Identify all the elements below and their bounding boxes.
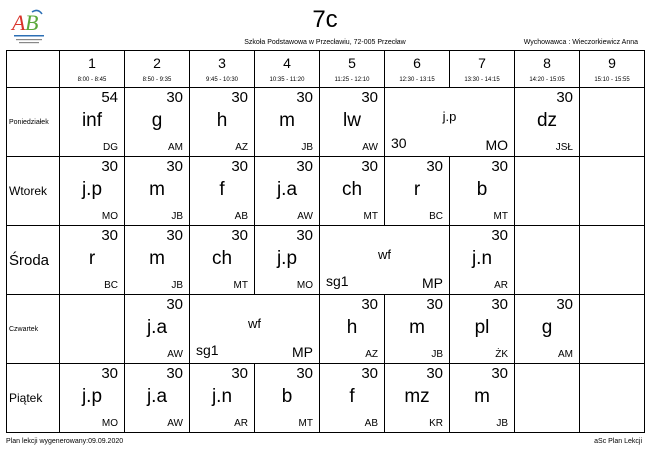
lesson-teacher: KR bbox=[429, 418, 443, 429]
lesson-cell[interactable] bbox=[125, 295, 190, 364]
lesson-cell[interactable] bbox=[255, 157, 320, 226]
generated-date: Plan lekcji wygenerowany:09.09.2020 bbox=[6, 438, 124, 445]
period-number: 1 bbox=[88, 55, 96, 71]
empty-slot bbox=[515, 226, 580, 295]
period-time: 9:45 - 10:30 bbox=[205, 77, 239, 83]
lesson-subject: m bbox=[279, 110, 295, 131]
lesson-group: 30 bbox=[391, 135, 407, 151]
empty-slot bbox=[580, 295, 645, 364]
lesson-teacher: JSŁ bbox=[555, 142, 573, 153]
lesson-cell[interactable] bbox=[320, 157, 385, 226]
period-time: 15:10 - 15:55 bbox=[594, 77, 630, 83]
lesson-subject: m bbox=[149, 248, 165, 269]
lesson-room: 30 bbox=[361, 89, 378, 106]
period-header bbox=[450, 51, 515, 88]
lesson-teacher: MO bbox=[485, 137, 508, 153]
period-number: 5 bbox=[348, 55, 356, 71]
period-header bbox=[580, 51, 645, 88]
lesson-teacher: MT bbox=[363, 211, 378, 222]
lesson-teacher: AM bbox=[558, 349, 573, 360]
lesson-teacher: AR bbox=[494, 280, 508, 291]
lesson-subject: h bbox=[346, 317, 358, 338]
lesson-cell[interactable] bbox=[320, 226, 450, 295]
lesson-cell[interactable] bbox=[190, 364, 255, 433]
day-label: Środa bbox=[9, 251, 50, 269]
lesson-subject: m bbox=[409, 317, 425, 338]
lesson-teacher: DG bbox=[103, 142, 118, 153]
lesson-cell[interactable] bbox=[320, 295, 385, 364]
lesson-subject: wf bbox=[378, 247, 391, 262]
lesson-subject: j.a bbox=[146, 317, 168, 338]
lesson-subject: ch bbox=[341, 179, 363, 200]
lesson-teacher: MT bbox=[298, 418, 313, 429]
lesson-cell[interactable] bbox=[450, 157, 515, 226]
period-header bbox=[125, 51, 190, 88]
lesson-room: 54 bbox=[101, 89, 118, 106]
svg-text:A: A bbox=[12, 10, 26, 35]
day-row bbox=[7, 157, 645, 226]
lesson-room: 30 bbox=[101, 365, 118, 382]
lesson-subject: h bbox=[216, 110, 228, 131]
school-name: Szkoła Podstawowa w Przecławiu, 72-005 Przecław bbox=[244, 39, 406, 46]
lesson-cell[interactable] bbox=[60, 364, 125, 433]
lesson-cell[interactable] bbox=[320, 364, 385, 433]
lesson-cell[interactable] bbox=[385, 295, 450, 364]
lesson-cell[interactable] bbox=[125, 157, 190, 226]
period-number: 7 bbox=[478, 55, 486, 71]
lesson-teacher: AW bbox=[362, 142, 378, 153]
lesson-cell[interactable] bbox=[385, 157, 450, 226]
lesson-room: 30 bbox=[231, 365, 248, 382]
lesson-subject: m bbox=[149, 179, 165, 200]
lesson-cell[interactable] bbox=[515, 88, 580, 157]
period-header bbox=[385, 51, 450, 88]
period-time: 12:30 - 13:15 bbox=[399, 77, 435, 83]
empty-slot bbox=[580, 364, 645, 433]
period-time: 11:25 - 12:10 bbox=[334, 77, 370, 83]
lesson-room: 30 bbox=[426, 158, 443, 175]
period-header bbox=[320, 51, 385, 88]
lesson-subject: f bbox=[219, 179, 225, 200]
lesson-room: 30 bbox=[361, 158, 378, 175]
lesson-subject: wf bbox=[248, 316, 261, 331]
lesson-teacher: JB bbox=[301, 142, 313, 153]
lesson-subject: j.n bbox=[471, 248, 493, 269]
lesson-subject: g bbox=[541, 317, 553, 338]
lesson-teacher: AW bbox=[167, 418, 183, 429]
lesson-cell[interactable] bbox=[450, 226, 515, 295]
lesson-group: sg1 bbox=[196, 342, 219, 358]
period-time: 10:35 - 11:20 bbox=[269, 77, 305, 83]
lesson-subject: r bbox=[413, 179, 421, 200]
empty-slot bbox=[580, 226, 645, 295]
period-number: 6 bbox=[413, 55, 421, 71]
lesson-room: 30 bbox=[101, 158, 118, 175]
lesson-room: 30 bbox=[556, 89, 573, 106]
software-name: aSc Plan Lekcji bbox=[594, 438, 642, 445]
empty-slot bbox=[515, 157, 580, 226]
lesson-room: 30 bbox=[491, 158, 508, 175]
lesson-room: 30 bbox=[166, 296, 183, 313]
lesson-teacher: ŻK bbox=[495, 349, 508, 360]
day-cell bbox=[7, 364, 60, 433]
lesson-group: sg1 bbox=[326, 273, 349, 289]
period-number: 8 bbox=[543, 55, 551, 71]
lesson-teacher: JB bbox=[171, 211, 183, 222]
lesson-room: 30 bbox=[491, 227, 508, 244]
lesson-teacher: BC bbox=[429, 211, 443, 222]
lesson-teacher: BC bbox=[104, 280, 118, 291]
lesson-cell[interactable] bbox=[255, 226, 320, 295]
period-number: 4 bbox=[283, 55, 291, 71]
day-label: Piątek bbox=[9, 391, 43, 405]
lesson-teacher: JB bbox=[496, 418, 508, 429]
day-cell bbox=[7, 295, 60, 364]
day-cell bbox=[7, 226, 60, 295]
lesson-subject: r bbox=[88, 248, 96, 269]
lesson-cell[interactable] bbox=[60, 226, 125, 295]
lesson-subject: j.p bbox=[81, 386, 103, 407]
corner-cell bbox=[7, 51, 60, 88]
day-row bbox=[7, 88, 645, 157]
lesson-subject: j.p bbox=[81, 179, 103, 200]
lesson-room: 30 bbox=[361, 365, 378, 382]
lesson-teacher: MP bbox=[292, 344, 313, 360]
day-row bbox=[7, 364, 645, 433]
lesson-cell[interactable] bbox=[255, 88, 320, 157]
lesson-teacher: MT bbox=[233, 280, 248, 291]
day-row bbox=[7, 295, 645, 364]
period-time: 14:20 - 15:05 bbox=[529, 77, 565, 83]
svg-text:B: B bbox=[25, 10, 39, 35]
lesson-room: 30 bbox=[231, 227, 248, 244]
lesson-teacher: AM bbox=[168, 142, 183, 153]
lesson-teacher: MO bbox=[101, 418, 118, 429]
lesson-cell[interactable] bbox=[320, 88, 385, 157]
empty-slot bbox=[580, 88, 645, 157]
period-header bbox=[190, 51, 255, 88]
period-header bbox=[255, 51, 320, 88]
lesson-cell[interactable] bbox=[125, 88, 190, 157]
lesson-cell[interactable] bbox=[385, 364, 450, 433]
lesson-subject: j.n bbox=[211, 386, 233, 407]
lesson-room: 30 bbox=[426, 365, 443, 382]
day-label: Poniedziałek bbox=[9, 118, 49, 126]
lesson-teacher: AZ bbox=[235, 142, 248, 153]
lesson-cell[interactable] bbox=[125, 364, 190, 433]
lesson-subject: dz bbox=[536, 110, 558, 131]
lesson-room: 30 bbox=[296, 365, 313, 382]
lesson-room: 30 bbox=[296, 227, 313, 244]
lesson-subject: j.a bbox=[146, 386, 168, 407]
lesson-teacher: AW bbox=[297, 211, 313, 222]
timetable-grid bbox=[6, 50, 645, 433]
lesson-room: 30 bbox=[491, 296, 508, 313]
period-time: 13:30 - 14:15 bbox=[464, 77, 500, 83]
form-teacher: Wychowawca : Wieczorkiewicz Anna bbox=[523, 39, 638, 46]
lesson-room: 30 bbox=[166, 365, 183, 382]
period-number: 2 bbox=[153, 55, 161, 71]
lesson-teacher: AW bbox=[167, 349, 183, 360]
lesson-room: 30 bbox=[166, 158, 183, 175]
lesson-subject: j.a bbox=[276, 179, 298, 200]
lesson-subject: b bbox=[281, 386, 293, 407]
lesson-teacher: AB bbox=[234, 211, 248, 222]
period-header-row bbox=[7, 51, 645, 88]
lesson-cell[interactable] bbox=[60, 88, 125, 157]
lesson-subject: g bbox=[151, 110, 163, 131]
lesson-cell[interactable] bbox=[190, 295, 320, 364]
lesson-room: 30 bbox=[101, 227, 118, 244]
lesson-teacher: MO bbox=[101, 211, 118, 222]
lesson-teacher: AZ bbox=[365, 349, 378, 360]
lesson-cell[interactable] bbox=[60, 157, 125, 226]
class-title: 7c bbox=[312, 6, 338, 33]
day-row bbox=[7, 226, 645, 295]
period-time: 8:00 - 8:45 bbox=[77, 77, 107, 83]
lesson-room: 30 bbox=[556, 296, 573, 313]
lesson-subject: f bbox=[349, 386, 355, 407]
lesson-teacher: MT bbox=[493, 211, 508, 222]
lesson-teacher: AR bbox=[234, 418, 248, 429]
empty-slot bbox=[60, 295, 125, 364]
lesson-cell[interactable] bbox=[190, 226, 255, 295]
lesson-cell[interactable] bbox=[190, 88, 255, 157]
lesson-cell[interactable] bbox=[450, 295, 515, 364]
lesson-subject: m bbox=[474, 386, 490, 407]
lesson-subject: mz bbox=[404, 386, 430, 407]
lesson-room: 30 bbox=[166, 89, 183, 106]
lesson-room: 30 bbox=[166, 227, 183, 244]
lesson-teacher: JB bbox=[431, 349, 443, 360]
lesson-subject: pl bbox=[474, 317, 490, 338]
lesson-room: 30 bbox=[231, 158, 248, 175]
empty-slot bbox=[515, 364, 580, 433]
day-label: Wtorek bbox=[9, 184, 48, 198]
lesson-room: 30 bbox=[231, 89, 248, 106]
lesson-teacher: MP bbox=[422, 275, 443, 291]
lesson-cell[interactable] bbox=[515, 295, 580, 364]
lesson-room: 30 bbox=[361, 296, 378, 313]
empty-slot bbox=[580, 157, 645, 226]
day-cell bbox=[7, 157, 60, 226]
period-time: 8:50 - 9:35 bbox=[142, 77, 172, 83]
day-label: Czwartek bbox=[9, 325, 39, 333]
lesson-room: 30 bbox=[426, 296, 443, 313]
lesson-subject: lw bbox=[343, 110, 361, 131]
lesson-teacher: JB bbox=[171, 280, 183, 291]
lesson-room: 30 bbox=[491, 365, 508, 382]
lesson-cell[interactable] bbox=[450, 364, 515, 433]
lesson-subject: b bbox=[476, 179, 488, 200]
day-cell bbox=[7, 88, 60, 157]
lesson-subject: j.p bbox=[442, 109, 457, 124]
lesson-cell[interactable] bbox=[125, 226, 190, 295]
lesson-cell[interactable] bbox=[255, 364, 320, 433]
lesson-subject: j.p bbox=[276, 248, 298, 269]
period-header bbox=[60, 51, 125, 88]
lesson-teacher: MO bbox=[296, 280, 313, 291]
lesson-cell[interactable] bbox=[190, 157, 255, 226]
period-number: 3 bbox=[218, 55, 226, 71]
lesson-cell[interactable] bbox=[385, 88, 515, 157]
lesson-room: 30 bbox=[296, 158, 313, 175]
period-number: 9 bbox=[608, 55, 616, 71]
lesson-room: 30 bbox=[296, 89, 313, 106]
period-header bbox=[515, 51, 580, 88]
lesson-subject: ch bbox=[211, 248, 233, 269]
lesson-subject: inf bbox=[81, 110, 103, 131]
lesson-teacher: AB bbox=[364, 418, 378, 429]
